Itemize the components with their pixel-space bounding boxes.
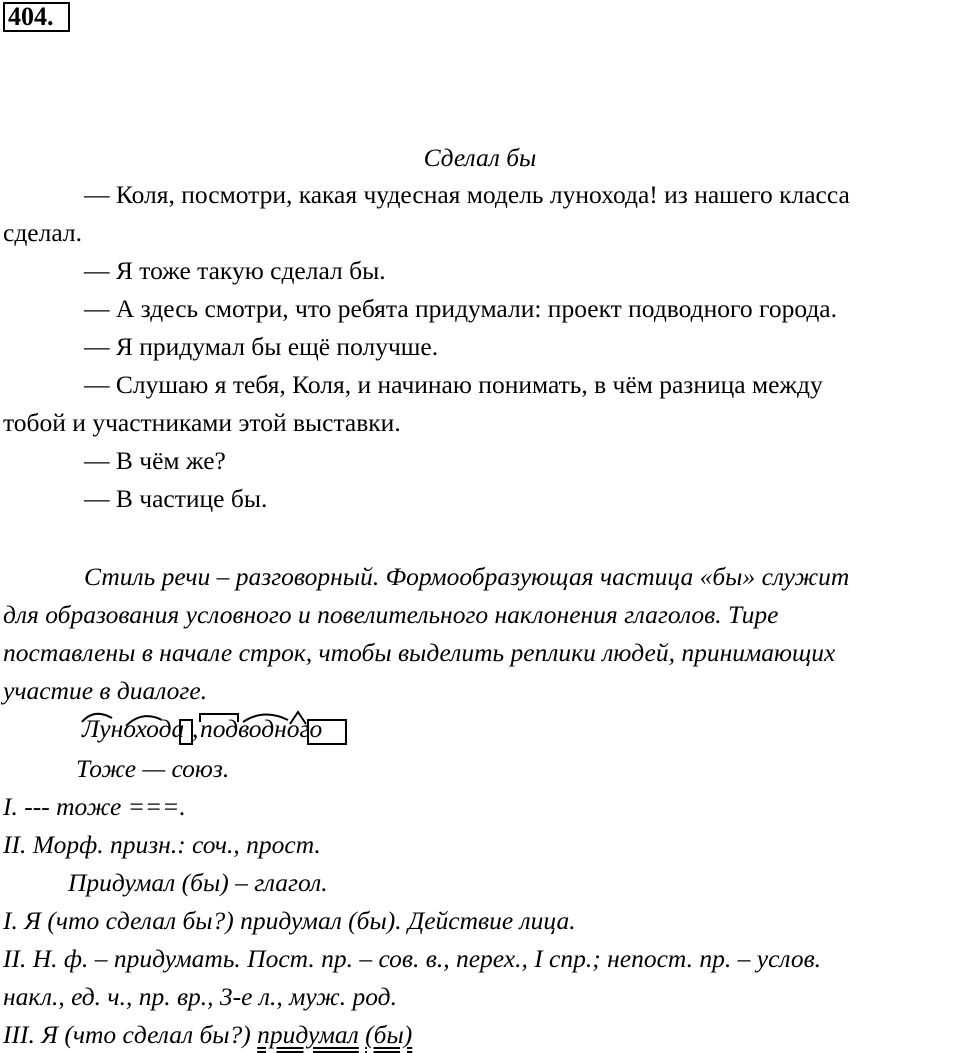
dialogue-line: сделал. <box>3 218 82 247</box>
ending-box <box>180 720 192 744</box>
dialogue-line: — Слушаю я тебя, Коля, и начинаю понимать, в чём разница между <box>84 370 823 399</box>
story-title: Сделал бы <box>423 143 537 172</box>
dialogue-line: — В чём же? <box>84 446 226 475</box>
analysis-line: I. --- тоже ===. <box>3 792 186 821</box>
morphemic-word: Лунохода <box>82 714 185 743</box>
analysis-text: поставлены в начале строк, чтобы выделить реплики людей, принимающих <box>3 638 836 667</box>
predicate-verb: придумал <box>257 1020 359 1049</box>
morpheme-marks <box>68 708 368 748</box>
root-arc <box>243 714 288 722</box>
dialogue-line: — Я придумал бы ещё получше. <box>84 332 439 361</box>
analysis-line: Тоже — союз. <box>76 754 230 783</box>
dialogue-line: — Я тоже такую сделал бы. <box>84 256 386 285</box>
root-arc <box>82 714 112 722</box>
ending-box <box>308 720 346 744</box>
analysis-line: II. Н. ф. – придумать. Пост. пр. – сов. в., перех., I спр.; непост. пр. – услов. <box>3 944 822 973</box>
morphemic-comma: , <box>192 714 199 743</box>
analysis-line: Придумал (бы) – глагол. <box>68 868 328 897</box>
analysis-text: Стиль речи – разговорный. Формообразующая частица «бы» служит <box>84 562 850 591</box>
root-arc <box>126 716 162 726</box>
analysis-line: I. Я (что сделал бы?) придумал (бы). Действие лица. <box>3 906 576 935</box>
analysis-line: II. Морф. призн.: соч., прост. <box>3 830 321 859</box>
analysis-line <box>3 1020 412 1050</box>
sentence-prefix: III. Я (что сделал бы?) <box>3 1020 258 1049</box>
prefix-mark <box>200 714 238 722</box>
dialogue-line: тобой и участниками этой выставки. <box>3 408 401 437</box>
morphemic-analysis <box>68 708 368 748</box>
dialogue-line: — В частице бы. <box>84 484 268 513</box>
analysis-text: для образования условного и повелительного наклонения глаголов. Тире <box>3 600 779 629</box>
analysis-text: участие в диалоге. <box>3 676 208 705</box>
dialogue-line: — А здесь смотри, что ребята придумали: проект подводного города. <box>84 294 837 323</box>
morphemic-word: подводного <box>200 714 323 743</box>
analysis-line: накл., ед. ч., пр. вр., 3-е л., муж. род. <box>3 982 397 1011</box>
dialogue-line: — Коля, посмотри, какая чудесная модель лунохода! из нашего класса <box>84 180 850 209</box>
predicate-particle: (бы) <box>365 1020 413 1049</box>
exercise-number: 404. <box>3 2 70 32</box>
suffix-mark <box>290 712 306 724</box>
